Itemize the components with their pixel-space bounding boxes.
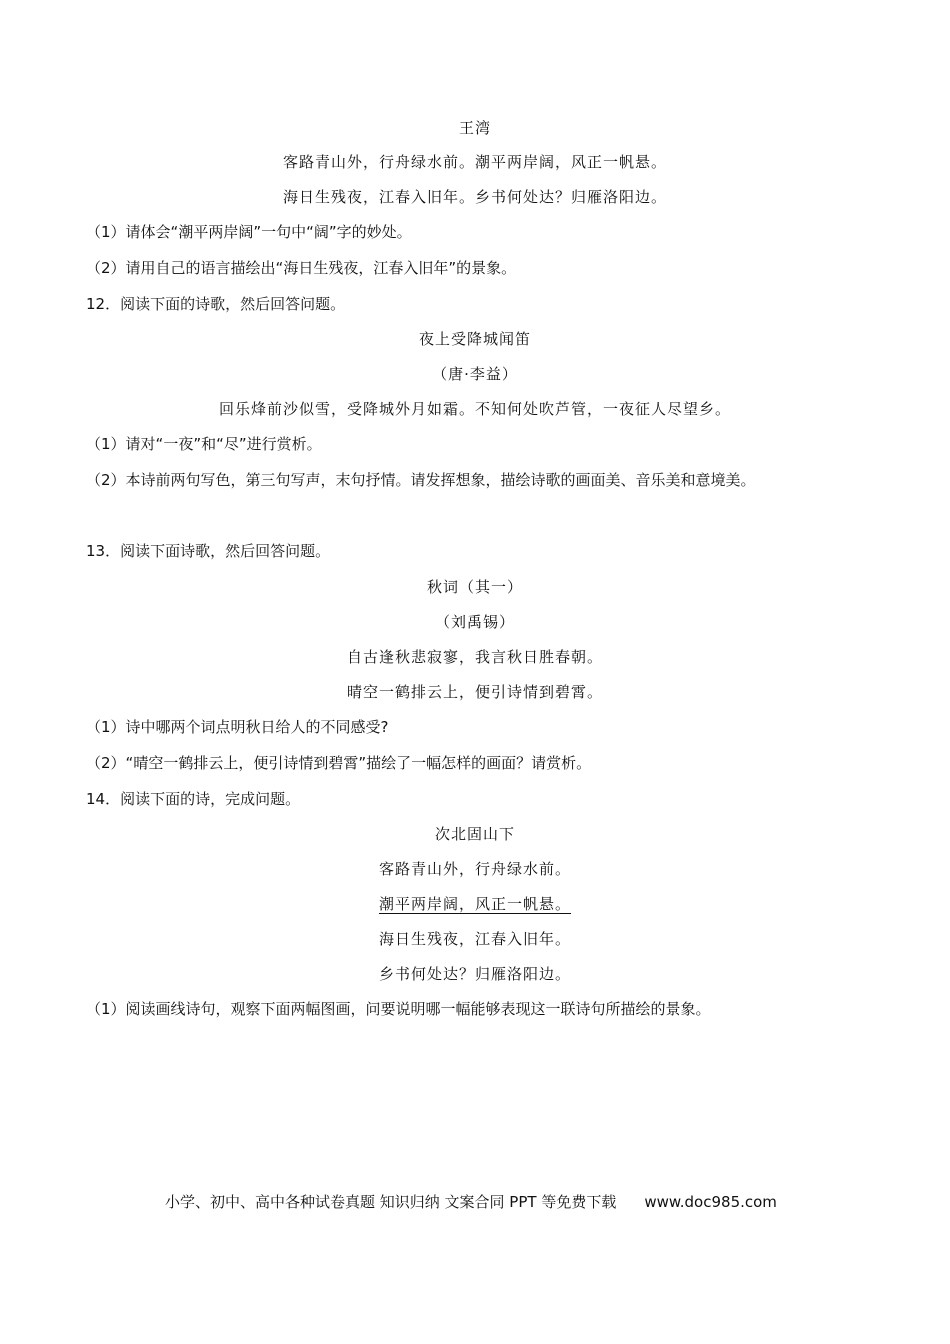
poem-line: 客路青山外，行舟绿水前。 — [378, 860, 571, 878]
footer-text: 小学、初中、高中各种试卷真题 知识归纳 文案合同 PPT 等免费下载 — [165, 1193, 617, 1211]
poem-line: 晴空一鹤排云上，便引诗情到碧霄。 — [346, 683, 603, 701]
poem-line: 海日生残夜，江春入旧年。乡书何处达？归雁洛阳边。 — [282, 188, 667, 206]
sub-question: （2）请用自己的语言描绘出“海日生残夜，江春入旧年”的景象。 — [86, 259, 517, 277]
poem-title: 夜上受降城闻笛 — [418, 330, 531, 348]
poem-line: 回乐烽前沙似雪，受降城外月如霜。不知何处吹芦管，一夜征人尽望乡。 — [218, 400, 731, 418]
sub-question: （2）本诗前两句写色，第三句写声，末句抒情。请发挥想象，描绘诗歌的画面美、音乐美和意境美。 — [86, 471, 756, 489]
underlined-text: 潮平两岸阔，风正一帆悬。 — [378, 895, 571, 913]
poem-author: （唐·李益） — [432, 365, 518, 383]
poem-line: 客路青山外，行舟绿水前。潮平两岸阔，风正一帆悬。 — [282, 153, 667, 171]
poem-line: 海日生残夜，江春入旧年。 — [378, 930, 571, 948]
sub-question: （1）阅读画线诗句，观察下面两幅图画，问要说明哪一幅能够表现这一联诗句所描绘的景象。 — [86, 1000, 711, 1018]
question-prompt: 14．阅读下面的诗，完成问题。 — [86, 790, 301, 808]
footer-url: www.doc985.com — [644, 1193, 777, 1211]
poem-author: （刘禹锡） — [434, 613, 515, 631]
poem-line: 乡书何处达？归雁洛阳边。 — [378, 965, 571, 983]
poem-title: 秋词（其一） — [426, 578, 523, 596]
sub-question: （1）请体会“潮平两岸阔”一句中“阔”字的妙处。 — [86, 223, 412, 241]
poem-line: 自古逢秋悲寂寥，我言秋日胜春朝。 — [346, 648, 603, 666]
sub-question: （2）“晴空一鹤排云上，便引诗情到碧霄”描绘了一幅怎样的画面？请赏析。 — [86, 754, 592, 772]
page-footer — [165, 1191, 777, 1212]
question-prompt: 13．阅读下面诗歌，然后回答问题。 — [86, 542, 331, 560]
question-prompt: 12．阅读下面的诗歌，然后回答问题。 — [86, 295, 346, 313]
poem-line-underlined — [0, 894, 950, 914]
poem-author: 王湾 — [458, 119, 491, 137]
poem-title: 次北固山下 — [434, 825, 515, 843]
sub-question: （1）诗中哪两个词点明秋日给人的不同感受? — [86, 718, 389, 736]
sub-question: （1）请对“一夜”和“尽”进行赏析。 — [86, 435, 322, 453]
